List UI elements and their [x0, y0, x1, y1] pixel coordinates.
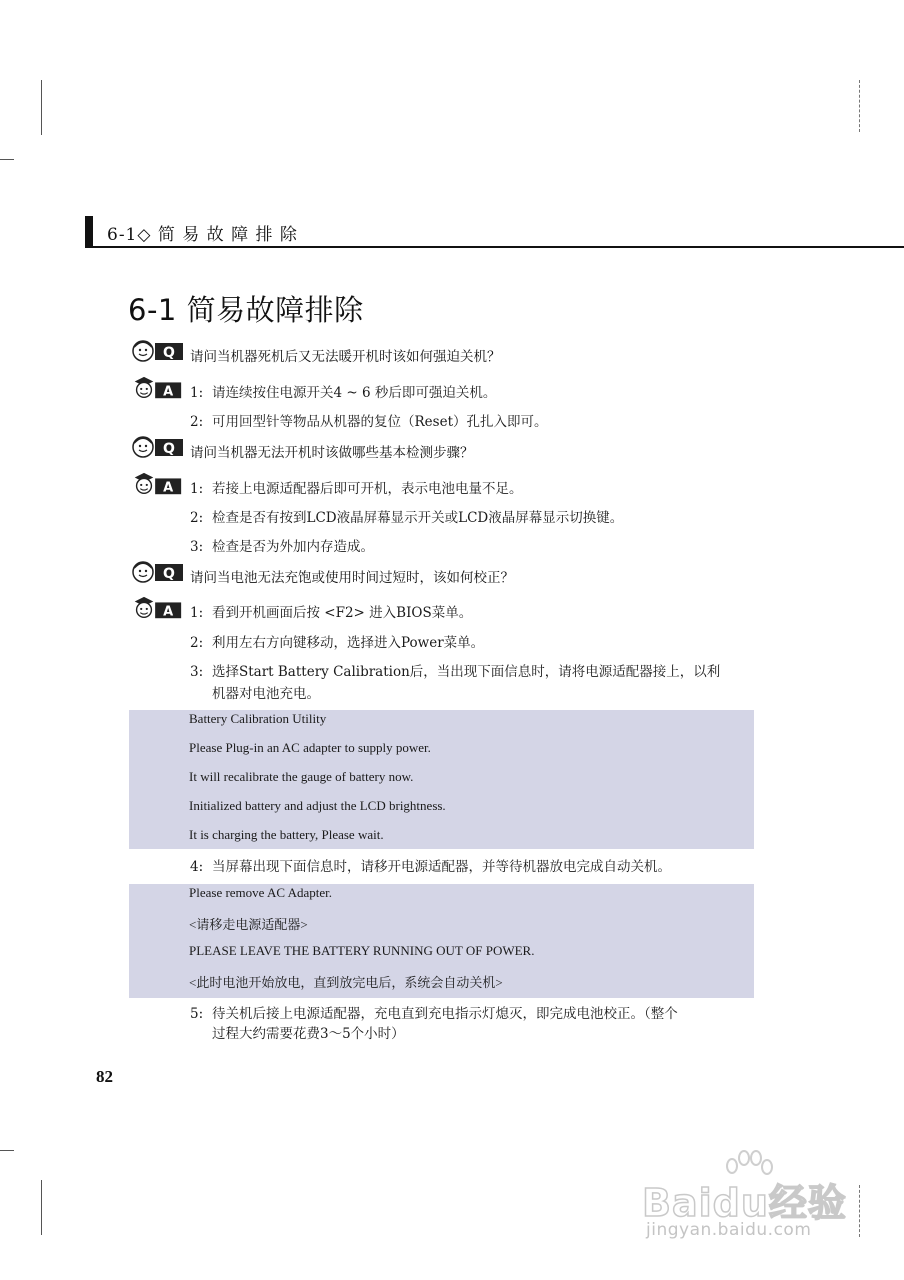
question-badge-icon: [130, 559, 184, 585]
message-line: It is charging the battery, Please wait.: [189, 827, 384, 842]
question-badge-icon: [130, 434, 184, 460]
answer-3-3: 3: 选择Start Battery Calibration后，当出现下面信息时，请将电源适配器接上，以利: [190, 664, 721, 680]
step-4: 4: 当屏幕出现下面信息时，请移开电源适配器，并等待机器放电完成自动关机。: [190, 859, 671, 875]
crop-mark-top-left-h: [0, 159, 14, 160]
message-line: Battery Calibration Utility: [189, 711, 327, 726]
message-box-calibration: [129, 710, 754, 849]
crop-mark-top-right: [859, 80, 860, 132]
message-box-discharge: [129, 884, 754, 998]
message-line: <请移走电源适配器>: [189, 917, 308, 932]
page-title: 6-1 简易故障排除: [128, 293, 364, 327]
answer-2-1: 1: 若接上电源适配器后即可开机，表示电池电量不足。: [190, 481, 523, 497]
page-number: 82: [96, 1067, 113, 1086]
badge-letter-q: Q: [163, 441, 175, 457]
answer-2-3: 3: 检查是否为外加内存造成。: [190, 539, 374, 555]
crop-mark-bottom-left-h: [0, 1150, 14, 1151]
answer-2-2: 2: 检查是否有按到LCD液晶屏幕显示开关或LCD液晶屏幕显示切换键。: [190, 510, 624, 526]
message-line: It will recalibrate the gauge of battery now.: [189, 769, 414, 784]
badge-letter-q: Q: [163, 566, 175, 582]
answer-3-1: 1: 看到开机画面后按 <F2> 进入BIOS菜单。: [190, 605, 473, 621]
watermark-brand: Baidu经验: [642, 1181, 847, 1225]
message-line: Please remove AC Adapter.: [189, 885, 332, 900]
running-header: [85, 216, 904, 248]
answer-1-1: 1: 请连续按住电源开关4 ~ 6 秒后即可强迫关机。: [190, 385, 497, 401]
answer-badge-icon: [130, 375, 184, 401]
question-2: 请问当机器无法开机时该做哪些基本检测步骤？: [190, 445, 474, 461]
question-1: 请问当机器死机后又无法暖开机时该如何强迫关机？: [190, 349, 501, 365]
header-bar: [85, 216, 93, 246]
message-line: Initialized battery and adjust the LCD brightness.: [189, 798, 446, 813]
badge-letter-q: Q: [163, 345, 175, 361]
message-line: PLEASE LEAVE THE BATTERY RUNNING OUT OF POWER.: [189, 943, 535, 958]
badge-letter-a: A: [163, 384, 174, 400]
answer-badge-icon: [130, 471, 184, 497]
badge-letter-a: A: [163, 604, 174, 620]
answer-3-2: 2: 利用左右方向键移动，选择进入Power菜单。: [190, 635, 485, 651]
message-line: Please Plug-in an AC adapter to supply power.: [189, 740, 431, 755]
answer-1-2: 2: 可用回型针等物品从机器的复位（Reset）孔扎入即可。: [190, 414, 548, 430]
running-head-text: 6-1◇ 简 易 故 障 排 除: [107, 225, 298, 245]
message-line: <此时电池开始放电，直到放完电后，系统会自动关机>: [189, 975, 503, 990]
crop-mark-top-left: [41, 80, 42, 135]
question-badge-icon: [130, 338, 184, 364]
watermark-url: jingyan.baidu.com: [646, 1220, 812, 1240]
step-5: 5: 待关机后接上电源适配器，充电直到充电指示灯熄灭，即完成电池校正。（整个: [190, 1006, 678, 1022]
question-3: 请问当电池无法充饱或使用时间过短时，该如何校正？: [190, 570, 514, 586]
badge-letter-a: A: [163, 480, 174, 496]
answer-badge-icon: [130, 595, 184, 621]
crop-mark-bottom-left: [41, 1180, 42, 1235]
baidu-watermark: [628, 1150, 878, 1250]
step-5-continued: 过程大约需要花费3～5个小时）: [212, 1026, 405, 1042]
answer-3-3-continued: 机器对电池充电。: [212, 686, 320, 702]
